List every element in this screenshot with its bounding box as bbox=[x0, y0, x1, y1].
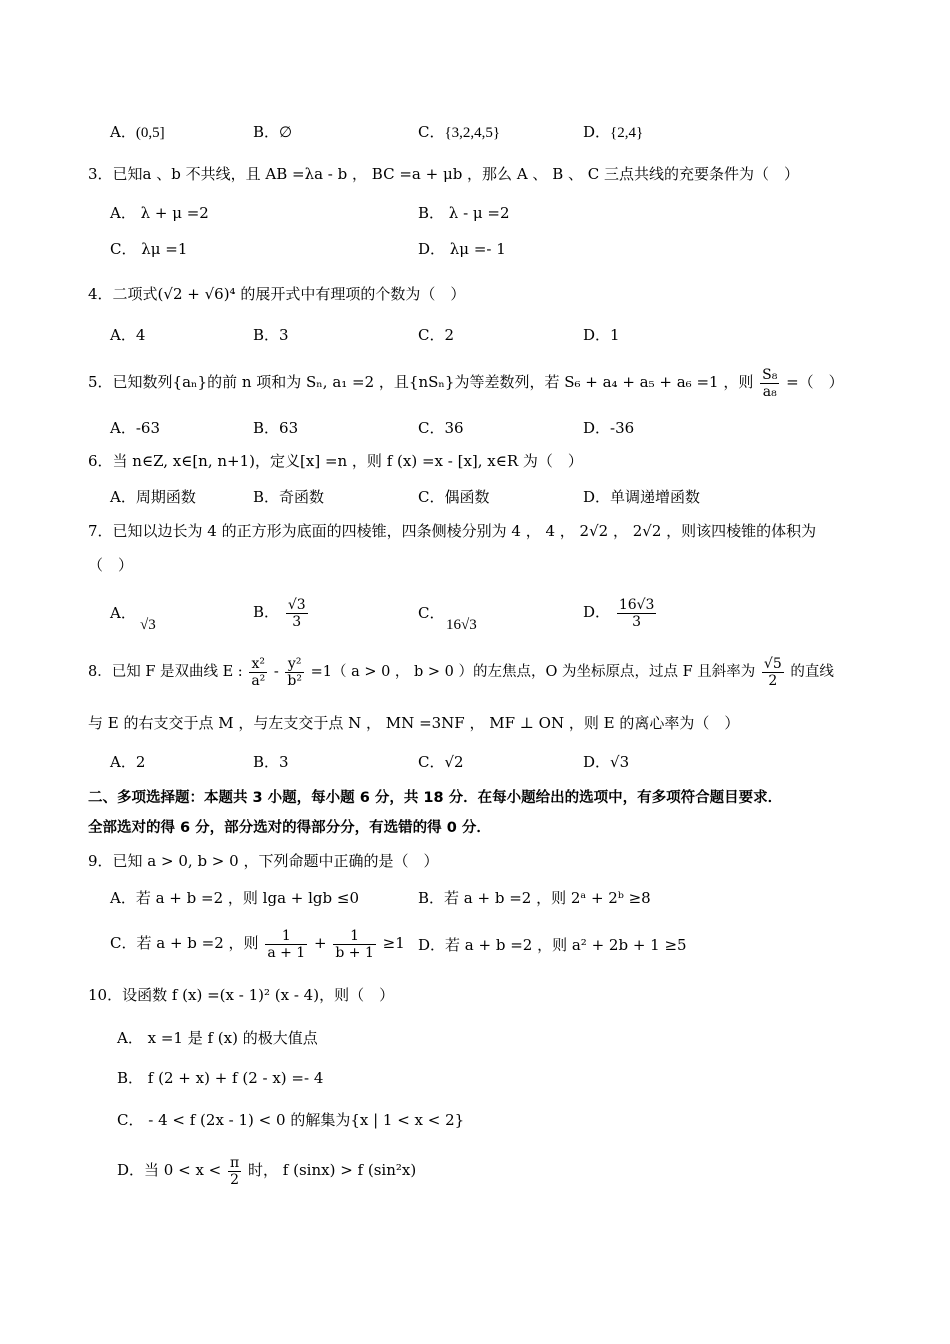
q9-stem: 9．已知 a > 0, b > 0 ，下列命题中正确的是（ ） bbox=[88, 852, 439, 870]
q10-option-b: B． f (2 + x) + f (2 - x) =- 4 bbox=[117, 1069, 324, 1087]
section-instructions: 全部选对的得 6 分，部分选对的得部分分，有选错的得 0 分． bbox=[88, 820, 491, 836]
q10-option-a: A． x =1 是 f (x) 的极大值点 bbox=[117, 1029, 318, 1047]
q8-stem-line2: 与 E 的右支交于点 M ，与左支交于点 N ， MN =3NF ， MF ⊥ ON ，则 E 的离心率为（ ） bbox=[88, 714, 740, 732]
q4-option-a: A．4 bbox=[110, 326, 146, 344]
q7-option-c-value: 16√3 bbox=[446, 617, 477, 633]
q2-option-a: A．(0,5] bbox=[110, 123, 165, 141]
q9-option-d: D．若 a + b =2 ，则 a² + 2b + 1 ≥5 bbox=[418, 936, 687, 954]
q6-option-c: C．偶函数 bbox=[418, 488, 490, 506]
q5-option-a: A．-63 bbox=[110, 419, 160, 437]
q8-fraction-y: $\frac{\text{y²}}{\text{b²}}$ bbox=[287, 655, 302, 689]
q5-fraction: $\frac{\text{S₈}}{\text{a₈}}$ bbox=[762, 366, 778, 400]
q3-stem: 3．已知a 、b 不共线，且 AB =λa - b ， BC =a + μb ，那么 A 、 B 、 C 三点共线的充要条件为（ ） bbox=[88, 165, 800, 183]
q4-stem: 4．二项式(√2 + √6)⁴ 的展开式中有理项的个数为（ ） bbox=[88, 285, 466, 303]
q7-option-b-fraction: $\frac{√3}{3}$ bbox=[287, 596, 306, 630]
q7-option-c: C． bbox=[418, 604, 445, 622]
section-heading: 二、多项选择题：本题共 3 小题，每小题 6 分，共 18 分．在每小题给出的选项中，有多项符合题目要求． bbox=[88, 790, 783, 806]
q5-option-d: D．-36 bbox=[583, 419, 635, 437]
q4-option-c: C．2 bbox=[418, 326, 455, 344]
q3-option-c: C． λμ =1 bbox=[110, 240, 188, 258]
q3-option-d: D． λμ =- 1 bbox=[418, 240, 506, 258]
q9-option-b: B．若 a + b =2 ，则 2ᵃ + 2ᵇ ≥8 bbox=[418, 889, 651, 907]
q8-option-b: B．3 bbox=[253, 753, 289, 771]
q10-option-d: D．当 0 < x < $\frac{\pi}{2}$ 时， f (sinx) > f (sin²x) bbox=[117, 1154, 417, 1188]
q10-option-c: C． - 4 < f (2x - 1) < 0 的解集为{x | 1 < x < 2} bbox=[117, 1111, 465, 1129]
q2-option-c: C．{3,2,4,5} bbox=[418, 123, 501, 141]
q2-option-d-value: {2,4} bbox=[610, 125, 644, 141]
q6-option-b: B．奇函数 bbox=[253, 488, 325, 506]
q3-option-a: A． λ + μ =2 bbox=[110, 204, 209, 222]
q8-stem: 8．已知 F 是双曲线 E : $\frac{\text{x²}}{\text{a²}}$ - $\frac{\text{y²}}{\text{b²}}$ =1（ a > 0 ， b > 0 ）的左焦点，O 为坐标原点，过点 F 且斜率为 $\frac{√5}{2}$ 的直线 bbox=[88, 655, 834, 689]
q8-fraction-slope: $\frac{√5}{2}$ bbox=[763, 655, 782, 689]
q5-stem: 5．已知数列{aₙ}的前 n 项和为 Sₙ, a₁ =2 ，且{nSₙ}为等差数列，若 S₆ + a₄ + a₅ + a₆ =1 ，则 $\frac{\text{S₈}}{\text{a₈}}$ =（ ） bbox=[88, 366, 844, 400]
q4-option-d: D．1 bbox=[583, 326, 620, 344]
q7-stem: 7．已知以边长为 4 的正方形为底面的四棱锥，四条侧棱分别为 4 ， 4 ， 2√2 ， 2√2 ，则该四棱锥的体积为 bbox=[88, 522, 817, 540]
q7-option-a: A． bbox=[110, 604, 136, 622]
q8-option-c: C．√2 bbox=[418, 753, 464, 771]
q10-stem: 10．设函数 f (x) =(x - 1)² (x - 4)，则（ ） bbox=[88, 986, 395, 1004]
q7-option-b: B． $\frac{√3}{3}$ bbox=[253, 596, 306, 630]
q2-option-b: B．∅ bbox=[253, 123, 293, 141]
q6-stem: 6．当 n∈Z, x∈[n, n+1)，定义[x] =n ，则 f (x) =x - [x], x∈R 为（ ） bbox=[88, 452, 583, 470]
q7-stem-tail: （ ） bbox=[88, 556, 134, 574]
q9-option-c-fraction-b: $\frac{1}{b + 1}$ bbox=[335, 927, 374, 961]
q2-option-a-value: (0,5] bbox=[135, 125, 165, 141]
q10-option-d-fraction: $\frac{\pi}{2}$ bbox=[230, 1154, 240, 1188]
q8-fraction-x: $\frac{\text{x²}}{\text{a²}}$ bbox=[251, 655, 266, 689]
q8-option-d: D．√3 bbox=[583, 753, 630, 771]
q7-option-d: D． $\frac{16√3}{3}$ bbox=[583, 596, 655, 630]
q3-option-b: B． λ - μ =2 bbox=[418, 204, 510, 222]
q6-option-a: A．周期函数 bbox=[110, 488, 196, 506]
q2-option-c-value: {3,2,4,5} bbox=[444, 125, 501, 141]
q6-option-d: D．单调递增函数 bbox=[583, 488, 701, 506]
q2-option-b-value: ∅ bbox=[279, 125, 293, 141]
q2-option-d: D．{2,4} bbox=[583, 123, 644, 141]
q9-option-c: C．若 a + b =2 ，则 $\frac{1}{a + 1}$ + $\frac{1}{b + 1}$ ≥1 bbox=[110, 927, 405, 961]
q9-option-c-fraction-a: $\frac{1}{a + 1}$ bbox=[267, 927, 306, 961]
q5-option-b: B．63 bbox=[253, 419, 299, 437]
q9-option-a: A．若 a + b =2 ，则 lga + lgb ≤0 bbox=[110, 889, 359, 907]
q7-option-d-fraction: $\frac{16√3}{3}$ bbox=[618, 596, 655, 630]
q8-option-a: A．2 bbox=[110, 753, 146, 771]
q4-option-b: B．3 bbox=[253, 326, 289, 344]
q7-option-a-value: √3 bbox=[140, 617, 156, 633]
q5-option-c: C．36 bbox=[418, 419, 464, 437]
